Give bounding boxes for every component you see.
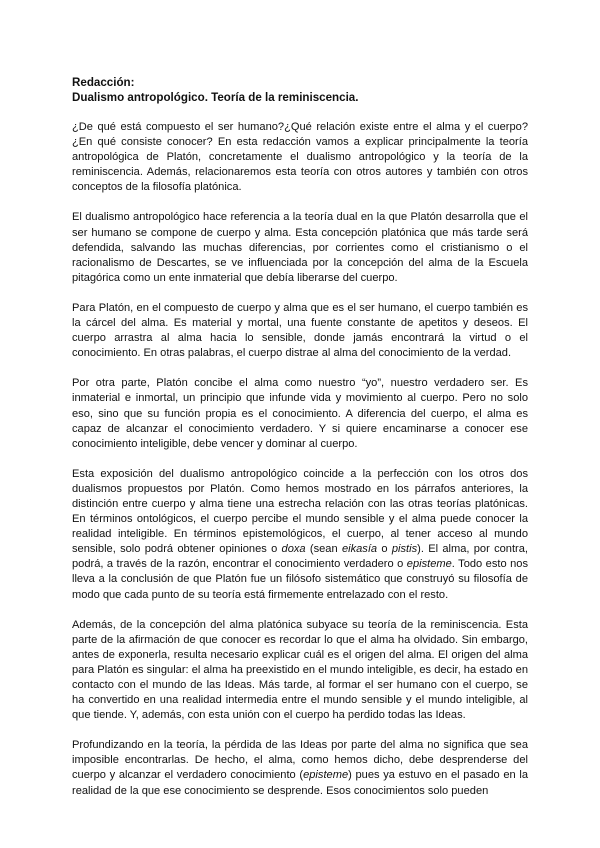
- italic-term: episteme: [303, 769, 349, 782]
- paragraph: [72, 738, 528, 798]
- document-body: [72, 120, 528, 799]
- text-run: Profundizando en la teoría, la pérdida de las Ideas por parte del alma no significa que sea imposible encontrarlas. De hecho, el alma, como hemos dicho, debe desprenderse del cuerpo y alcanzar el verdadero conocimiento (: [72, 739, 528, 782]
- text-run: . Todo esto nos lleva a la conclusión de que Platón fue un filósofo sistemático que construyó su filosofía de modo que cada punto de su teoría está firmemente entrelazado con el resto.: [72, 558, 528, 601]
- text-run: Para Platón, en el compuesto de cuerpo y alma que es el ser humano, el cuerpo también es la cárcel del alma. Es material y mortal, una fuente constante de apetitos y deseos. El cuerpo arrastra al alma hacia lo sensible, donde jamás encontrará la virtud o el conocimiento. En otras palabras, el cuerpo distrae al alma del conocimiento de la verdad.: [72, 301, 528, 360]
- text-run: o: [377, 543, 392, 556]
- paragraph: [72, 210, 528, 285]
- text-run: (sean: [305, 543, 342, 556]
- paragraph: [72, 376, 528, 451]
- paragraph: [72, 301, 528, 361]
- paragraph: [72, 467, 528, 603]
- text-run: ). El alma, por contra, podrá, a través de la razón, encontrar el conocimiento verdadero o: [72, 543, 528, 571]
- text-run: ) pues ya estuvo en el pasado en la realidad de la que ese conocimiento se desprende. Esos conocimientos solo pueden: [72, 769, 528, 797]
- document-label: Redacción:: [72, 76, 135, 89]
- text-run: Esta exposición del dualismo antropológico coincide a la perfección con los otros dos dualismos propuestos por Platón. Como hemos mostrado en los párrafos anteriores, la distinción entre cuerpo y alma tiene una estrecha relación con las otras teorías platónicas. En términos ontológicos, el cuerpo percibe el mundo sensible y el alma puede conocer la realidad inteligible. En términos epistemológicos, el cuerpo, al tener acceso al mundo sensible, solo podrá obtener opiniones o: [72, 467, 528, 556]
- document-heading: [72, 75, 528, 105]
- italic-term: episteme: [406, 558, 452, 571]
- italic-term: eikasía: [341, 543, 378, 556]
- document-title: Dualismo antropológico. Teoría de la reminiscencia.: [72, 91, 359, 104]
- text-run: Además, de la concepción del alma platónica subyace su teoría de la reminiscencia. Esta parte de la afirmación de que conocer es recordar lo que el alma ha olvidado. Sin embargo, antes de exponerla, resulta necesario explicar cuál es el origen del alma. El origen del alma para Platón es singular: el alma ha preexistido en el mundo inteligible, es decir, ha estado en contacto con el mundo de las Ideas. Más tarde, al formar el ser humano con el cuerpo, se ha convertido en una realidad intermedia entre el mundo sensible y el mundo inteligible, al que tiende. Y, además, con esta unión con el cuerpo ha perdido todas las Ideas.: [72, 618, 528, 722]
- paragraph: [72, 120, 528, 195]
- italic-term: doxa: [281, 543, 306, 556]
- text-run: El dualismo antropológico hace referencia a la teoría dual en la que Platón desarrolla que el ser humano se compone de cuerpo y alma. Esta concepción platónica que más tarde será defendida, salvando las muchas diferencias, por corrientes como el cristianismo o el racionalismo de Descartes, se ve influenciada por la concepción del alma de la Escuela pitagórica como un ente inmaterial que debía liberarse del cuerpo.: [72, 211, 528, 284]
- paragraph: [72, 618, 528, 724]
- text-run: ¿De qué está compuesto el ser humano?¿Qué relación existe entre el alma y el cuerpo? ¿En qué consiste conocer? En esta redacción vamos a explicar principalmente la teoría antropológica de Platón, concretamente el dualismo antropológico y la teoría de la reminiscencia. Además, relacionaremos esta teoría con otros autores y también con otros conceptos de la filosofía platónica.: [72, 121, 528, 194]
- italic-term: pistis: [391, 543, 418, 556]
- text-run: Por otra parte, Platón concibe el alma como nuestro “yo”, nuestro verdadero ser. Es inmaterial e inmortal, un principio que infunde vida y movimiento al cuerpo. Pero no solo eso, sino que su función propia es el conocimiento. A diferencia del cuerpo, el alma es capaz de alcanzar el conocimiento verdadero. Y si quiere encaminarse a conocer ese conocimiento inteligible, debe vencer y dominar al cuerpo.: [72, 377, 528, 450]
